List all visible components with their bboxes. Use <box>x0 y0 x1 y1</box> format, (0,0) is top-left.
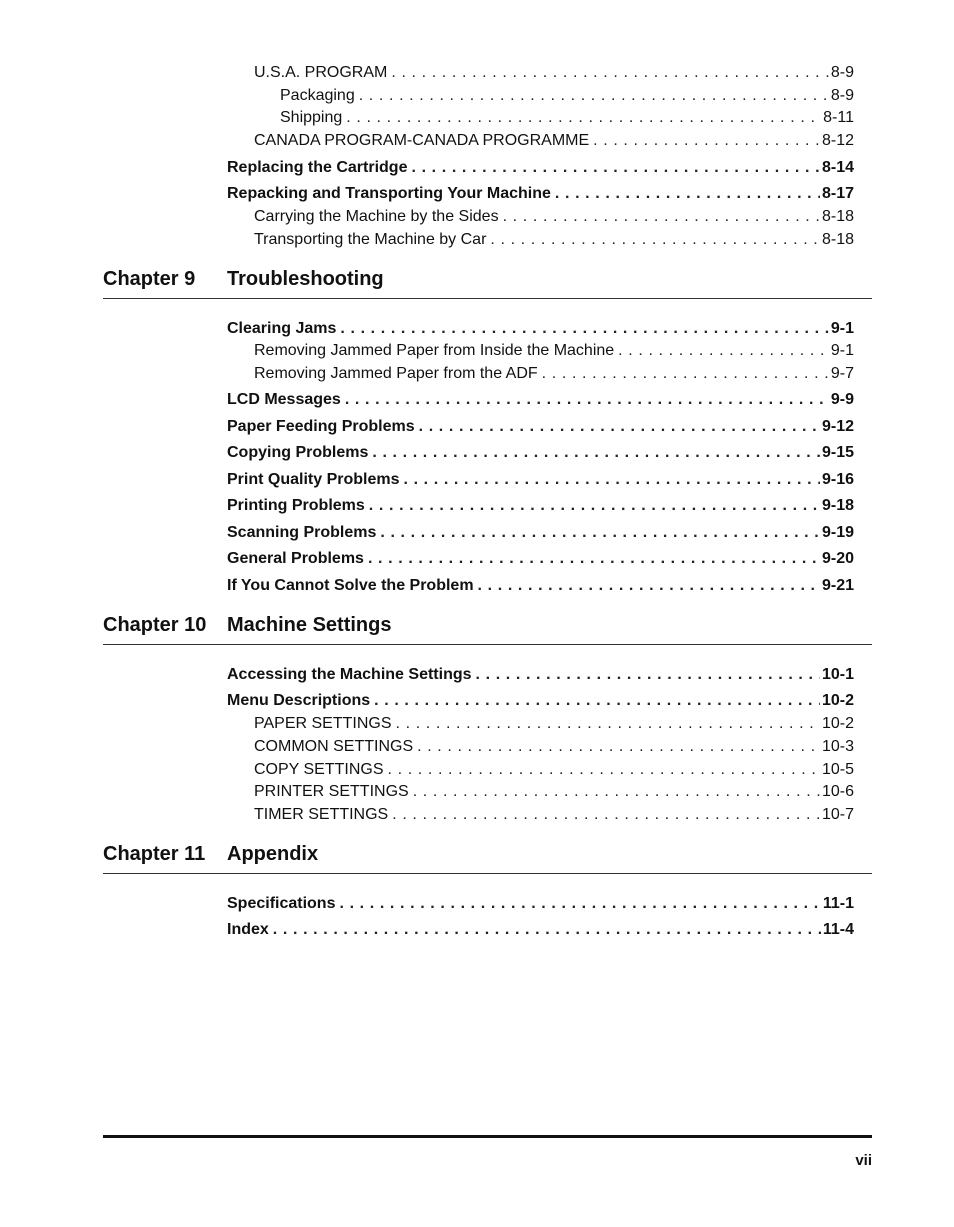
toc-entry-page: 10-2 <box>821 715 854 732</box>
toc-entry-title: Clearing Jams <box>227 320 337 337</box>
leader-dots <box>273 920 821 940</box>
toc-entry[interactable] <box>227 920 854 940</box>
toc-entry[interactable] <box>227 523 854 543</box>
leader-dots <box>372 443 820 463</box>
footer-rule <box>103 1135 872 1138</box>
leader-dots <box>478 576 820 596</box>
toc-entry-title: COMMON SETTINGS <box>254 738 414 755</box>
leader-dots <box>417 737 820 757</box>
chapter-heading <box>103 843 872 874</box>
toc-entry-title: Menu Descriptions <box>227 692 371 709</box>
toc-entry-title: Scanning Problems <box>227 524 377 541</box>
toc-entry-title: Removing Jammed Paper from the ADF <box>254 365 538 382</box>
toc-entry-title: Printing Problems <box>227 497 365 514</box>
toc-entry[interactable] <box>254 760 854 780</box>
chapter-heading <box>103 614 872 645</box>
toc-entry-title: Repacking and Transporting Your Machine <box>227 185 551 202</box>
toc-entry[interactable] <box>227 417 854 437</box>
leader-dots <box>340 319 828 339</box>
leader-dots <box>618 341 829 361</box>
toc-entry-title: Print Quality Problems <box>227 471 400 488</box>
toc-entry[interactable] <box>254 805 854 825</box>
toc-entry-title: PAPER SETTINGS <box>254 715 392 732</box>
toc-entry-page: 8-9 <box>830 87 854 104</box>
toc-entry[interactable] <box>227 691 854 711</box>
leader-dots <box>380 523 820 543</box>
toc-entry-page: 9-9 <box>830 391 854 408</box>
leader-dots <box>419 417 820 437</box>
chapter-number: Chapter 10 <box>103 614 207 636</box>
toc-entry-title: LCD Messages <box>227 391 341 408</box>
leader-dots <box>413 782 820 802</box>
toc-entry[interactable] <box>280 108 854 128</box>
toc-entry[interactable] <box>227 576 854 596</box>
leader-dots <box>396 714 820 734</box>
toc-entry-page: 9-1 <box>830 320 854 337</box>
toc-entry-page: 9-1 <box>830 342 854 359</box>
leader-dots <box>368 549 820 569</box>
toc-entry-page: 8-18 <box>821 208 854 225</box>
toc-entry-page: 9-12 <box>821 418 854 435</box>
leader-dots <box>555 184 820 204</box>
toc-entry-page: 10-1 <box>821 666 854 683</box>
toc-entry-title: General Problems <box>227 550 364 567</box>
toc-entry[interactable] <box>254 341 854 361</box>
toc-entry-page: 8-9 <box>830 64 854 81</box>
toc-entry-page: 10-6 <box>821 783 854 800</box>
toc-entry-page: 9-7 <box>830 365 854 382</box>
toc-entry-title: Specifications <box>227 895 336 912</box>
toc-entry[interactable] <box>254 737 854 757</box>
toc-entry-page: 10-2 <box>821 692 854 709</box>
toc-entry[interactable] <box>254 131 854 151</box>
toc-entry[interactable] <box>254 364 854 384</box>
leader-dots <box>339 894 820 914</box>
leader-dots <box>374 691 820 711</box>
chapter-number: Chapter 11 <box>103 843 206 865</box>
toc-entry-title: Index <box>227 921 269 938</box>
leader-dots <box>388 760 820 780</box>
leader-dots <box>392 805 820 825</box>
toc-entry[interactable] <box>227 496 854 516</box>
toc-entry[interactable] <box>227 184 854 204</box>
toc-entry-title: PRINTER SETTINGS <box>254 783 409 800</box>
chapter-title: Appendix <box>227 843 319 865</box>
toc-entry-title: Shipping <box>280 109 343 126</box>
toc-entry-title: Accessing the Machine Settings <box>227 666 472 683</box>
toc-entry-page: 8-17 <box>821 185 854 202</box>
toc-entry-title: Packaging <box>280 87 355 104</box>
leader-dots <box>369 496 820 516</box>
leader-dots <box>403 470 819 490</box>
toc-entry-page: 8-14 <box>821 159 854 176</box>
leader-dots <box>476 665 820 685</box>
toc-entry-page: 10-3 <box>821 738 854 755</box>
toc-entry[interactable] <box>227 390 854 410</box>
leader-dots <box>542 364 829 384</box>
leader-dots <box>345 390 829 410</box>
toc-entry[interactable] <box>254 230 854 250</box>
leader-dots <box>503 207 820 227</box>
toc-entry[interactable] <box>227 158 854 178</box>
chapter-title: Machine Settings <box>227 614 392 636</box>
toc-entry-page: 10-7 <box>821 806 854 823</box>
toc-entry-title: Paper Feeding Problems <box>227 418 415 435</box>
toc-entry[interactable] <box>227 549 854 569</box>
toc-entry-page: 8-12 <box>821 132 854 149</box>
leader-dots <box>359 86 829 106</box>
toc-entry-page: 9-16 <box>821 471 854 488</box>
toc-entry[interactable] <box>227 894 854 914</box>
toc-entry-title: U.S.A. PROGRAM <box>254 64 388 81</box>
toc-entry-page: 9-19 <box>821 524 854 541</box>
toc-entry-page: 9-18 <box>821 497 854 514</box>
toc-entry-title: Copying Problems <box>227 444 369 461</box>
toc-entry[interactable] <box>254 207 854 227</box>
toc-entry-page: 9-15 <box>821 444 854 461</box>
toc-entry-title: Replacing the Cartridge <box>227 159 408 176</box>
toc-entry-title: COPY SETTINGS <box>254 761 384 778</box>
toc-entry-page: 9-21 <box>821 577 854 594</box>
chapter-title: Troubleshooting <box>227 268 384 290</box>
toc-entry-page: 11-4 <box>822 921 854 938</box>
chapter-number: Chapter 9 <box>103 268 196 290</box>
toc-entry-title: If You Cannot Solve the Problem <box>227 577 474 594</box>
leader-dots <box>593 131 820 151</box>
page-number: vii <box>855 1152 872 1169</box>
leader-dots <box>490 230 820 250</box>
toc-entry[interactable] <box>280 86 854 106</box>
toc-entry-page: 11-1 <box>822 895 854 912</box>
toc-entry-title: Transporting the Machine by Car <box>254 231 487 248</box>
toc-entry[interactable] <box>227 470 854 490</box>
toc-entry-title: TIMER SETTINGS <box>254 806 389 823</box>
toc-entry[interactable] <box>227 319 854 339</box>
toc-entry[interactable] <box>227 443 854 463</box>
leader-dots <box>391 63 829 83</box>
toc-entry-page: 10-5 <box>821 761 854 778</box>
toc-entry-page: 8-11 <box>823 109 854 126</box>
toc-entry-title: Carrying the Machine by the Sides <box>254 208 499 225</box>
toc-entry[interactable] <box>254 63 854 83</box>
leader-dots <box>346 108 821 128</box>
toc-entry-page: 8-18 <box>821 231 854 248</box>
toc-entry[interactable] <box>254 714 854 734</box>
chapter-heading <box>103 268 872 299</box>
toc-entry[interactable] <box>227 665 854 685</box>
toc-entry[interactable] <box>254 782 854 802</box>
toc-entry-title: CANADA PROGRAM-CANADA PROGRAMME <box>254 132 590 149</box>
toc-entry-page: 9-20 <box>821 550 854 567</box>
leader-dots <box>411 158 819 178</box>
toc-entry-title: Removing Jammed Paper from Inside the Machine <box>254 342 615 359</box>
